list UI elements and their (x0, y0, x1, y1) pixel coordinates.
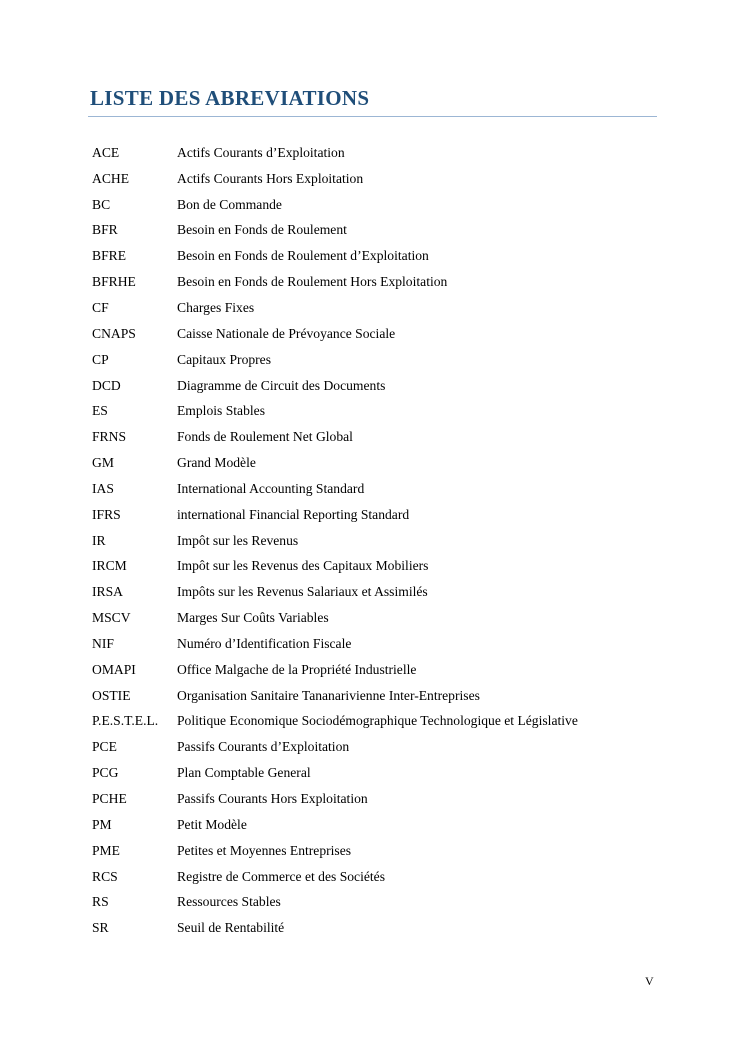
list-item (92, 295, 692, 321)
list-item (92, 321, 692, 347)
list-item (92, 243, 692, 269)
abbreviation-definition: Petit Modèle (177, 816, 247, 832)
list-item (92, 476, 692, 502)
list-item (92, 683, 692, 709)
list-item (92, 166, 692, 192)
abbreviation-definition: Politique Economique Sociodémographique Technologique et Législative (177, 713, 578, 729)
abbreviation-term: PME (92, 842, 120, 858)
abbreviation-definition: Besoin en Fonds de Roulement (177, 222, 347, 238)
abbreviation-term: GM (92, 455, 114, 471)
list-item (92, 528, 692, 554)
abbreviation-definition: Impôts sur les Revenus Salariaux et Assimilés (177, 584, 428, 600)
abbreviation-definition: Marges Sur Coûts Variables (177, 610, 329, 626)
abbreviation-definition: Registre de Commerce et des Sociétés (177, 868, 385, 884)
abbreviation-term: ACE (92, 144, 120, 160)
abbreviation-term: PCHE (92, 791, 127, 807)
list-item (92, 218, 692, 244)
abbreviation-definition: Seuil de Rentabilité (177, 920, 285, 936)
abbreviation-term: BFR (92, 222, 118, 238)
abbreviation-definition: Actifs Courants Hors Exploitation (177, 170, 364, 186)
abbreviation-term: BFRE (92, 248, 126, 264)
abbreviation-term: IRSA (92, 584, 123, 600)
abbreviation-term: IR (92, 532, 106, 548)
abbreviation-definition: Besoin en Fonds de Roulement Hors Exploitation (177, 274, 448, 290)
abbreviation-definition: Office Malgache de la Propriété Industrielle (177, 661, 417, 677)
abbreviation-definition: Numéro d’Identification Fiscale (177, 635, 352, 651)
list-item (92, 269, 692, 295)
list-item (92, 579, 692, 605)
list-item (92, 631, 692, 657)
list-item (92, 347, 692, 373)
abbreviation-definition: Caisse Nationale de Prévoyance Sociale (177, 325, 396, 341)
title-underline (88, 116, 657, 117)
abbreviation-term: SR (92, 920, 109, 936)
abbreviation-definition: Passifs Courants Hors Exploitation (177, 791, 368, 807)
list-item (92, 838, 692, 864)
abbreviation-term: NIF (92, 635, 114, 651)
abbreviation-term: P.E.S.T.E.L. (92, 713, 159, 729)
list-item (92, 657, 692, 683)
abbreviation-term: MSCV (92, 610, 131, 626)
abbreviation-term: OMAPI (92, 661, 136, 677)
list-item (92, 424, 692, 450)
abbreviation-term: CNAPS (92, 325, 136, 341)
abbreviation-term: FRNS (92, 429, 127, 445)
list-item (92, 502, 692, 528)
abbreviation-definition: Diagramme de Circuit des Documents (177, 377, 386, 393)
abbreviation-term: ACHE (92, 170, 130, 186)
abbreviation-definition: Emplois Stables (177, 403, 265, 419)
list-item (92, 373, 692, 399)
list-item (92, 554, 692, 580)
abbreviation-term: IRCM (92, 558, 127, 574)
abbreviation-definition: Organisation Sanitaire Tananarivienne Inter-Entreprises (177, 687, 480, 703)
list-item (92, 786, 692, 812)
abbreviation-definition: Impôt sur les Revenus (177, 532, 299, 548)
abbreviation-term: RS (92, 894, 109, 910)
list-item (92, 398, 692, 424)
abbreviation-definition: Bon de Commande (177, 196, 282, 212)
abbreviation-term: CP (92, 351, 109, 367)
abbreviation-definition: international Financial Reporting Standard (177, 506, 410, 522)
list-item (92, 605, 692, 631)
abbreviation-definition: Capitaux Propres (177, 351, 272, 367)
abbreviation-term: IFRS (92, 506, 121, 522)
abbreviation-term: CF (92, 299, 109, 315)
abbreviation-term: PCG (92, 765, 119, 781)
list-item (92, 450, 692, 476)
page-number: V (645, 974, 654, 988)
abbreviation-term: PCE (92, 739, 117, 755)
abbreviation-definition: International Accounting Standard (177, 480, 365, 496)
list-item (92, 734, 692, 760)
abbreviation-definition: Besoin en Fonds de Roulement d’Exploitation (177, 248, 429, 264)
abbreviation-term: ES (92, 403, 108, 419)
page-title: LISTE DES ABREVIATIONS (90, 86, 370, 110)
abbreviation-definition: Actifs Courants d’Exploitation (177, 144, 345, 160)
abbreviation-definition: Fonds de Roulement Net Global (177, 429, 353, 445)
abbreviation-term: IAS (92, 480, 114, 496)
abbreviation-term: RCS (92, 868, 118, 884)
list-item (92, 915, 692, 941)
abbreviation-definition: Charges Fixes (177, 299, 255, 315)
abbreviation-term: DCD (92, 377, 121, 393)
list-item (92, 760, 692, 786)
abbreviation-term: BC (92, 196, 111, 212)
abbreviation-definition: Plan Comptable General (177, 765, 311, 781)
abbreviation-term: BFRHE (92, 274, 136, 290)
abbreviation-term: PM (92, 816, 112, 832)
list-item (92, 709, 692, 735)
list-item (92, 889, 692, 915)
abbreviation-term: OSTIE (92, 687, 131, 703)
list-item (92, 812, 692, 838)
list-item (92, 192, 692, 218)
abbreviation-definition: Passifs Courants d’Exploitation (177, 739, 350, 755)
list-item (92, 864, 692, 890)
abbreviation-definition: Impôt sur les Revenus des Capitaux Mobiliers (177, 558, 429, 574)
abbreviation-definition: Grand Modèle (177, 455, 256, 471)
abbreviation-list (92, 140, 692, 941)
abbreviation-definition: Petites et Moyennes Entreprises (177, 842, 352, 858)
abbreviation-definition: Ressources Stables (177, 894, 281, 910)
list-item (92, 140, 692, 166)
